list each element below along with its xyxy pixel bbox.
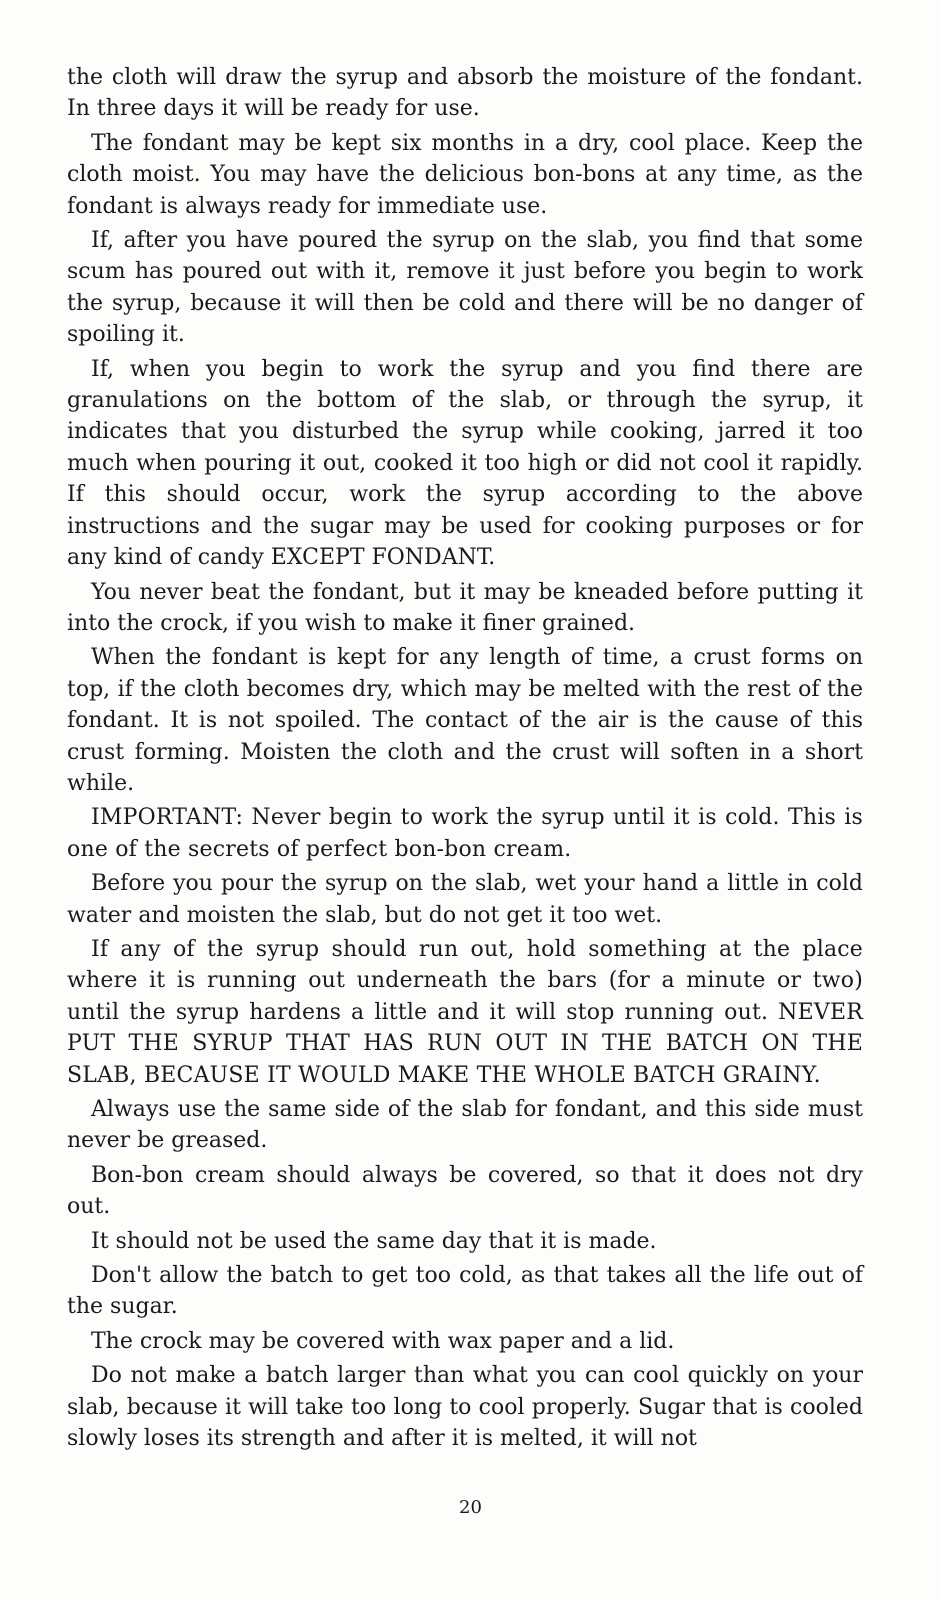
paragraph-7-important: IMPORTANT: Never begin to work the syrup until it is cold. This is one of the secrets of perfect bon-bon cream. — [67, 805, 863, 862]
page-number: 20 — [459, 1497, 482, 1518]
paragraph-9: If any of the syrup should run out, hold something at the place where it is running out underneath the bars (for a minute or two) until the syrup hardens a little and it will stop running out. NEVER PUT THE SYRUP THAT HAS RUN OUT IN THE BATCH ON THE SLAB, BECAUSE IT WOULD MAKE THE WHOLE BATCH GRAINY. — [67, 936, 863, 1088]
paragraph-3: If, after you have poured the syrup on the slab, you find that some scum has poured out with it, remove it just before you begin to work the syrup, because it will then be cold and there will be no danger of spoiling it. — [67, 228, 863, 348]
paragraph-11: Bon-bon cream should always be covered, so that it does not dry out. — [67, 1162, 863, 1220]
paragraph-10: Always use the same side of the slab for fondant, and this side must never be greased. — [67, 1097, 863, 1154]
paragraph-6: When the fondant is kept for any length of time, a crust forms on top, if the cloth becomes dry, which may be melted with the rest of the fondant. It is not spoiled. The contact of the air is the cause of this crust forming. Moisten the cloth and the crust will soften in a short while. — [67, 645, 863, 796]
paragraph-14: The crock may be covered with wax paper and a lid. — [91, 1328, 675, 1354]
body-text — [67, 62, 863, 1454]
paragraph-4: If, when you begin to work the syrup and you find there are granulations on the bottom of the slab, or through the syrup, it indicates that you disturbed the syrup while cooking, jarred it too much when pouring it out, cooked it too high or did not cool it rapidly. If this should occur, work the syrup according to the above instructions and the sugar may be used for cooking purposes or for any kind of candy EXCEPT FONDANT. — [67, 356, 863, 571]
paragraph-2: The fondant may be kept six months in a dry, cool place. Keep the cloth moist. You may have the delicious bon-bons at any time, as the fondant is always ready for immediate use. — [67, 130, 863, 219]
paragraph-5: You never beat the fondant, but it may be kneaded before putting it into the crock, if you wish to make it finer grained. — [67, 579, 863, 636]
paragraph-13: Don't allow the batch to get too cold, as that takes all the life out of the sugar. — [67, 1263, 863, 1320]
paragraph-15: Do not make a batch larger than what you can cool quickly on your slab, because it will take too long to cool properly. Sugar that is cooled slowly loses its strength and after it is melted, it will not — [67, 1363, 863, 1452]
paragraph-12: It should not be used the same day that it is made. — [91, 1228, 657, 1254]
paragraph-8: Before you pour the syrup on the slab, wet your hand a little in cold water and moisten the slab, but do not get it too wet. — [67, 871, 863, 928]
paragraph-1: the cloth will draw the syrup and absorb the moisture of the fondant. In three days it will be ready for use. — [67, 65, 863, 122]
